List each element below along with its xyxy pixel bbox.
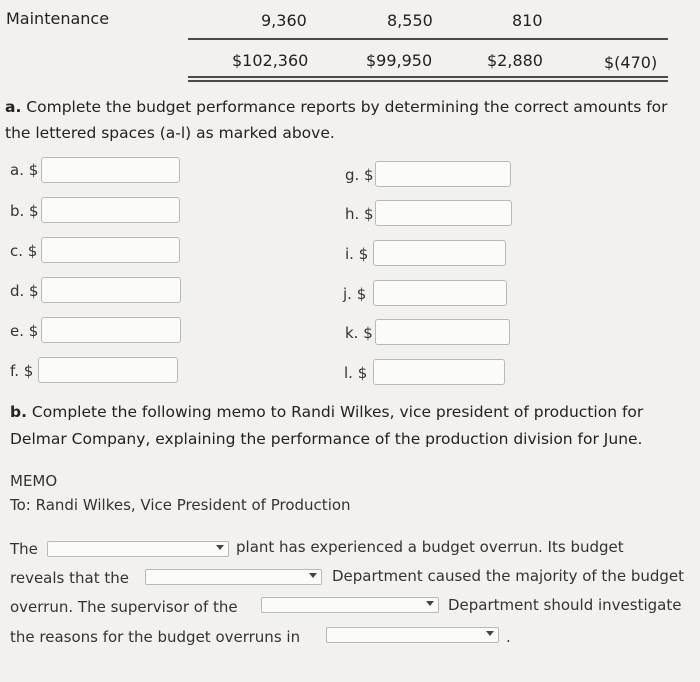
answer-d-input[interactable]: [41, 277, 181, 303]
part-b-instructions: [10, 399, 700, 453]
answer-f-label: f. $: [10, 362, 34, 380]
total-extra-value: $(470): [604, 53, 658, 72]
memo-to-line: To: Randi Wilkes, Vice President of Production: [10, 496, 351, 514]
answer-k-input[interactable]: [375, 319, 510, 345]
answer-g-label: g. $: [345, 166, 374, 184]
total-variance-value: $2,880: [487, 51, 543, 70]
total-actual-value: $99,950: [366, 51, 433, 70]
memo-department-dropdown-1[interactable]: [145, 569, 322, 585]
part-b-text-line1: Complete the following memo to Randi Wilkes, vice president of production for: [31, 403, 644, 421]
memo-plant-dropdown[interactable]: [47, 541, 229, 557]
part-a-letter: a.: [5, 98, 22, 116]
chevron-down-icon: [486, 631, 494, 636]
answer-h-input[interactable]: [375, 200, 512, 226]
total-budget-value: $102,360: [232, 51, 309, 70]
memo-s4-after: .: [506, 628, 511, 646]
answer-h-label: h. $: [345, 205, 374, 223]
answer-f-input[interactable]: [38, 357, 178, 383]
part-b-letter: b.: [10, 403, 27, 421]
memo-heading: MEMO: [10, 472, 58, 490]
maintenance-budget-value: 9,360: [261, 11, 307, 30]
answer-b-label: b. $: [10, 202, 39, 220]
table-subtotal-rule: [188, 38, 668, 40]
answer-d-label: d. $: [10, 282, 39, 300]
part-a-text-line2: the lettered spaces (a-l) as marked above.: [5, 124, 335, 142]
table-total-rule-2: [188, 80, 668, 82]
memo-s1-after: plant has experienced a budget overrun. Its budget: [236, 538, 624, 556]
row-label-maintenance: Maintenance: [6, 9, 110, 28]
answer-l-input[interactable]: [373, 359, 505, 385]
answer-a-label: a. $: [10, 161, 39, 179]
answer-e-label: e. $: [10, 322, 39, 340]
answer-i-input[interactable]: [373, 240, 506, 266]
memo-s2-before: reveals that the: [10, 569, 129, 587]
answer-g-input[interactable]: [375, 161, 511, 187]
memo-s2-after: Department caused the majority of the budget: [332, 567, 685, 585]
memo-s3-after: Department should investigate: [448, 596, 682, 614]
memo-department-dropdown-2[interactable]: [261, 597, 439, 613]
answer-a-input[interactable]: [41, 157, 180, 183]
answer-l-label: l. $: [344, 364, 368, 382]
answer-e-input[interactable]: [41, 317, 181, 343]
answer-j-input[interactable]: [373, 280, 507, 306]
answer-c-input[interactable]: [41, 237, 180, 263]
memo-s1-before: The: [10, 540, 38, 558]
part-b-text-line2: Delmar Company, explaining the performance of the production division for June.: [10, 430, 643, 448]
memo-period-dropdown[interactable]: [326, 627, 499, 643]
chevron-down-icon: [216, 545, 224, 550]
chevron-down-icon: [309, 573, 317, 578]
maintenance-variance-value: 810: [512, 11, 543, 30]
memo-s3-before: overrun. The supervisor of the: [10, 598, 238, 616]
table-total-rule-1: [188, 76, 668, 78]
answer-i-label: i. $: [345, 245, 369, 263]
maintenance-actual-value: 8,550: [387, 11, 433, 30]
part-a-instructions: [5, 94, 700, 146]
answer-c-label: c. $: [10, 242, 38, 260]
memo-s4-before: the reasons for the budget overruns in: [10, 628, 301, 646]
answer-j-label: j. $: [343, 285, 367, 303]
chevron-down-icon: [426, 601, 434, 606]
answer-k-label: k. $: [345, 324, 373, 342]
answer-b-input[interactable]: [41, 197, 180, 223]
part-a-text-line1: Complete the budget performance reports by determining the correct amounts for: [26, 98, 668, 116]
